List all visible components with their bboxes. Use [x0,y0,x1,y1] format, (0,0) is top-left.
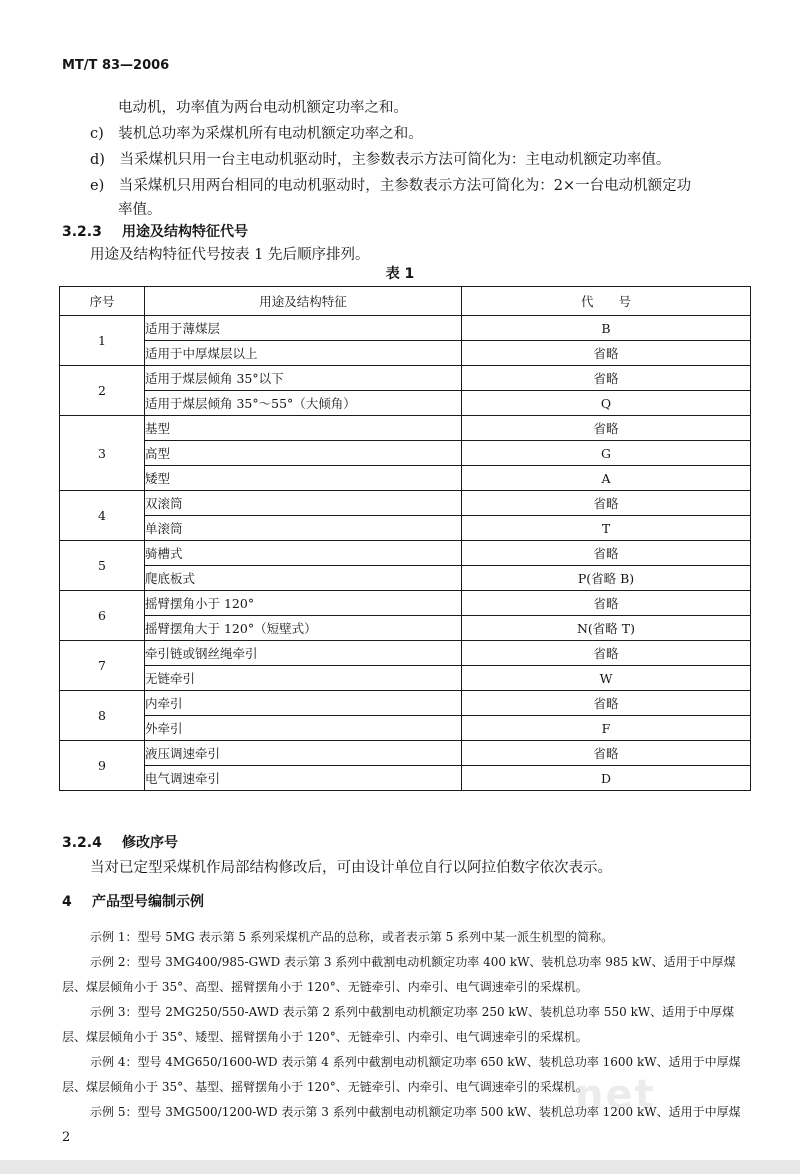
feature-cell: 液压调速牵引 [145,741,462,766]
section-title: 产品型号编制示例 [92,894,204,910]
section-3-2-3-heading [62,221,248,241]
table-row [60,341,751,366]
feature-cell: 适用于煤层倾角 35°～55°（大倾角） [145,391,462,416]
group-number: 9 [60,741,145,791]
group-number: 2 [60,366,145,416]
section-3-2-4-heading [62,832,178,852]
group-number: 8 [60,691,145,741]
table-row [60,516,751,541]
code-cell: 省略 [462,416,751,441]
code-cell: P(省略 B) [462,566,751,591]
doc-header: MT/T 83—2006 [62,58,170,73]
table-row [60,441,751,466]
code-cell: 省略 [462,341,751,366]
section-title: 修改序号 [122,835,178,851]
table-row [60,766,751,791]
bottom-edge-bar [0,1160,800,1174]
code-cell: D [462,766,751,791]
section-title: 用途及结构特征代号 [122,224,248,240]
intro-line: 电动机，功率值为两台电动机额定功率之和。 [118,100,408,116]
group-number: 6 [60,591,145,641]
table-row [60,416,751,441]
feature-cell: 摇臂摆角小于 120° [145,591,462,616]
page-number: 2 [62,1130,71,1145]
table-caption: 表 1 [385,266,415,282]
table-row [60,616,751,641]
example-line: 示例 5：型号 3MG500/1200-WD 表示第 3 系列中截割电动机额定功率 500 kW、装机总功率 1200 kW、适用于中厚煤 [90,1105,741,1119]
code-cell: G [462,441,751,466]
example-line: 示例 2：型号 3MG400/985-GWD 表示第 3 系列中截割电动机额定功率 400 kW、装机总功率 985 kW、适用于中厚煤 [90,955,736,969]
feature-code-table [59,286,751,791]
feature-cell: 矮型 [145,466,462,491]
group-number: 5 [60,541,145,591]
feature-cell: 爬底板式 [145,566,462,591]
section-3-2-3-text: 用途及结构特征代号按表 1 先后顺序排列。 [90,247,370,263]
code-cell: 省略 [462,641,751,666]
intro-line: c) 装机总功率为采煤机所有电动机额定功率之和。 [90,126,423,142]
feature-cell: 适用于中厚煤层以上 [145,341,462,366]
intro-line: d) 当采煤机只用一台主电动机驱动时，主参数表示方法可简化为：主电动机额定功率值。 [90,152,671,168]
table-header-row [60,287,751,316]
table-row [60,566,751,591]
code-cell: 省略 [462,491,751,516]
table-row [60,641,751,666]
code-cell: 省略 [462,591,751,616]
header-no: 序号 [60,287,145,316]
feature-cell: 内牵引 [145,691,462,716]
table-row [60,391,751,416]
table-row [60,666,751,691]
code-cell: A [462,466,751,491]
watermark: net [575,1072,656,1118]
feature-cell: 牵引链或钢丝绳牵引 [145,641,462,666]
section-number: 3.2.3 [62,224,102,240]
feature-cell: 基型 [145,416,462,441]
code-cell: 省略 [462,366,751,391]
feature-cell: 电气调速牵引 [145,766,462,791]
code-cell: 省略 [462,691,751,716]
group-number: 4 [60,491,145,541]
table-row [60,466,751,491]
table-row [60,491,751,516]
table-row [60,716,751,741]
code-cell: T [462,516,751,541]
intro-line: 率值。 [118,202,162,218]
code-cell: F [462,716,751,741]
group-number: 7 [60,641,145,691]
group-number: 3 [60,416,145,491]
section-4-heading [62,891,204,911]
example-line: 层、煤层倾角小于 35°、矮型、摇臂摆角小于 120°、无链牵引、内牵引、电气调速牵引的采煤机。 [62,1030,588,1044]
feature-cell: 双滚筒 [145,491,462,516]
code-cell: Q [462,391,751,416]
code-cell: 省略 [462,741,751,766]
intro-line: e) 当采煤机只用两台相同的电动机驱动时，主参数表示方法可简化为：2×一台电动机额定功 [90,178,692,194]
feature-cell: 无链牵引 [145,666,462,691]
table-row [60,691,751,716]
section-number: 4 [62,894,72,910]
example-line: 示例 4：型号 4MG650/1600-WD 表示第 4 系列中截割电动机额定功率 650 kW、装机总功率 1600 kW、适用于中厚煤 [90,1055,741,1069]
feature-cell: 外牵引 [145,716,462,741]
group-number: 1 [60,316,145,366]
example-line: 示例 1：型号 5MG 表示第 5 系列采煤机产品的总称，或者表示第 5 系列中某一派生机型的简称。 [90,930,614,944]
table-row [60,741,751,766]
example-line: 示例 3：型号 2MG250/550-AWD 表示第 2 系列中截割电动机额定功率 250 kW、装机总功率 550 kW、适用于中厚煤 [90,1005,735,1019]
feature-cell: 摇臂摆角大于 120°（短壁式） [145,616,462,641]
code-cell: B [462,316,751,341]
code-cell: 省略 [462,541,751,566]
code-cell: N(省略 T) [462,616,751,641]
code-cell: W [462,666,751,691]
header-code: 代 号 [462,287,751,316]
section-3-2-4-text: 当对已定型采煤机作局部结构修改后，可由设计单位自行以阿拉伯数字依次表示。 [90,860,612,876]
table-row [60,541,751,566]
example-line: 层、煤层倾角小于 35°、基型、摇臂摆角小于 120°、无链牵引、内牵引、电气调速牵引的采煤机。 [62,1080,588,1094]
header-feature: 用途及结构特征 [145,287,462,316]
feature-cell: 适用于薄煤层 [145,316,462,341]
table-row [60,366,751,391]
table-row [60,591,751,616]
feature-cell: 高型 [145,441,462,466]
feature-cell: 骑槽式 [145,541,462,566]
section-number: 3.2.4 [62,835,102,851]
example-line: 层、煤层倾角小于 35°、高型、摇臂摆角小于 120°、无链牵引、内牵引、电气调速牵引的采煤机。 [62,980,588,994]
table-row [60,316,751,341]
feature-cell: 单滚筒 [145,516,462,541]
feature-cell: 适用于煤层倾角 35°以下 [145,366,462,391]
